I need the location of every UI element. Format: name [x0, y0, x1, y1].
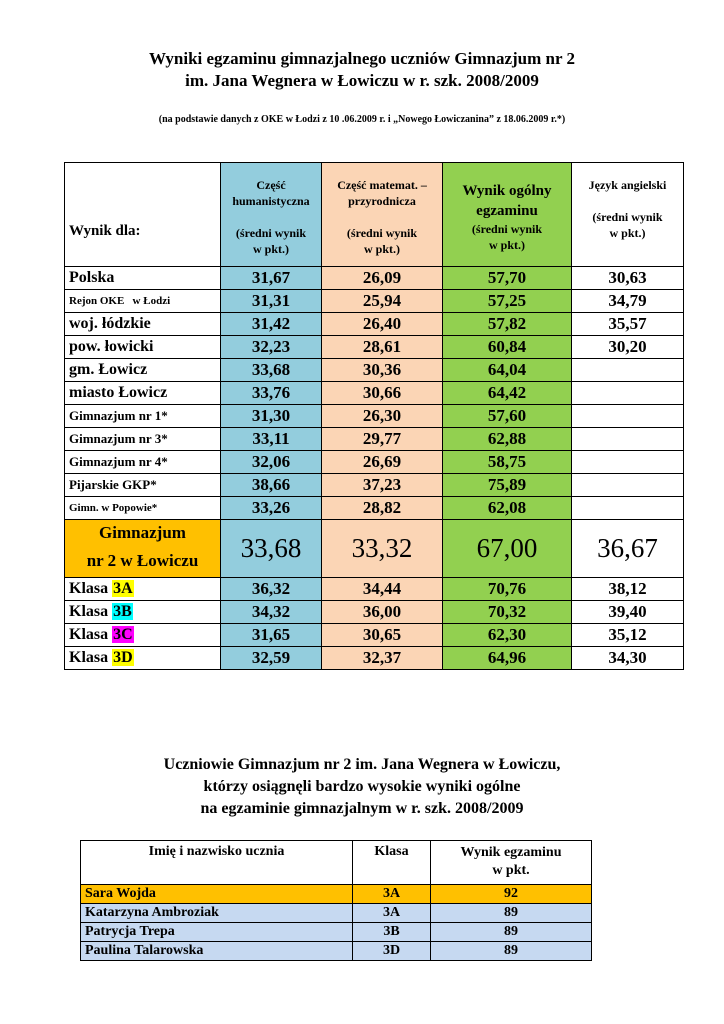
row-label: Rejon OKE w Łodzi — [65, 290, 221, 313]
humanities-value: 33,76 — [221, 382, 322, 405]
row-label: Gimnazjum nr 4* — [65, 451, 221, 474]
total-value: 64,96 — [443, 647, 572, 670]
header-humanities-note2: w pkt.) — [252, 242, 289, 256]
english-value — [572, 382, 684, 405]
math-value: 37,23 — [322, 474, 443, 497]
row-label: miasto Łowicz — [65, 382, 221, 405]
row-label: Pijarskie GKP* — [65, 474, 221, 497]
class-prefix: Klasa — [69, 580, 109, 597]
header-math-line2: przyrodnicza — [348, 194, 416, 208]
results-table — [64, 162, 684, 670]
table-row — [65, 474, 684, 497]
total-value: 64,42 — [443, 382, 572, 405]
humanities-value: 32,23 — [221, 336, 322, 359]
math-value: 30,66 — [322, 382, 443, 405]
row-label: Polska — [65, 267, 221, 290]
student-name: Patrycja Trepa — [81, 923, 353, 942]
row-label: Gimn. w Popowie* — [65, 497, 221, 520]
header-english-note1: (średni wynik — [592, 210, 663, 224]
header-english-line1: Język angielski — [588, 178, 667, 192]
total-value: 57,82 — [443, 313, 572, 336]
table-row — [65, 313, 684, 336]
total-value: 62,08 — [443, 497, 572, 520]
english-value — [572, 451, 684, 474]
title-line-2: im. Jana Wegnera w Łowiczu w r. szk. 2008/2009 — [185, 71, 539, 90]
student-class: 3A — [353, 885, 431, 904]
class-label — [65, 601, 221, 624]
math-value: 29,77 — [322, 428, 443, 451]
total-value: 70,76 — [443, 578, 572, 601]
school-math-value: 33,32 — [322, 520, 443, 578]
math-value: 36,00 — [322, 601, 443, 624]
header-math-note2: w pkt.) — [363, 242, 400, 256]
humanities-value: 36,32 — [221, 578, 322, 601]
student-score: 89 — [431, 904, 592, 923]
humanities-value: 31,30 — [221, 405, 322, 428]
header-total-line2: egzaminu — [476, 203, 538, 219]
table-row — [65, 382, 684, 405]
header-math-line1: Część matemat. – — [337, 178, 427, 192]
header-math-note1: (średni wynik — [346, 226, 418, 240]
total-value: 57,25 — [443, 290, 572, 313]
results-header-row — [65, 163, 684, 267]
english-value — [572, 428, 684, 451]
header-student-name: Imię i nazwisko ucznia — [81, 841, 353, 885]
english-value — [572, 497, 684, 520]
corner-label-cell — [65, 163, 221, 267]
header-total — [443, 163, 572, 267]
total-value: 58,75 — [443, 451, 572, 474]
math-value: 25,94 — [322, 290, 443, 313]
total-value: 70,32 — [443, 601, 572, 624]
header-math — [322, 163, 443, 267]
class-prefix: Klasa — [69, 603, 109, 620]
school-humanities-value: 33,68 — [221, 520, 322, 578]
math-value: 26,69 — [322, 451, 443, 474]
row-label: Gimnazjum nr 3* — [65, 428, 221, 451]
class-code-badge: 3D — [113, 649, 133, 666]
row-label: woj. łódzkie — [65, 313, 221, 336]
page-title — [0, 48, 724, 92]
student-name: Katarzyna Ambroziak — [81, 904, 353, 923]
total-value: 75,89 — [443, 474, 572, 497]
math-value: 28,61 — [322, 336, 443, 359]
class-row — [65, 624, 684, 647]
class-label — [65, 647, 221, 670]
student-score: 89 — [431, 942, 592, 961]
header-humanities-line2: humanistyczna — [232, 194, 310, 208]
humanities-value: 38,66 — [221, 474, 322, 497]
humanities-value: 33,68 — [221, 359, 322, 382]
english-value: 34,79 — [572, 290, 684, 313]
total-value: 57,60 — [443, 405, 572, 428]
row-label: Gimnazjum nr 1* — [65, 405, 221, 428]
header-student-class: Klasa — [353, 841, 431, 885]
math-value: 26,30 — [322, 405, 443, 428]
data-source-note: (na podstawie danych z OKE w Łodzi z 10 .06.2009 r. i „Nowego Łowiczanina” z 18.06.2009 r.*) — [158, 114, 566, 125]
class-label — [65, 578, 221, 601]
humanities-value: 33,26 — [221, 497, 322, 520]
header-score-line2: w pkt. — [492, 863, 530, 878]
table-row — [65, 267, 684, 290]
english-value: 35,12 — [572, 624, 684, 647]
student-name: Sara Wojda — [81, 885, 353, 904]
school-label-line1: Gimnazjum — [99, 522, 186, 542]
corner-label: Wynik dla: — [69, 223, 141, 239]
table-row — [65, 405, 684, 428]
math-value: 32,37 — [322, 647, 443, 670]
humanities-value: 31,67 — [221, 267, 322, 290]
students-title-line1: Uczniowie Gimnazjum nr 2 im. Jana Wegnera w Łowiczu, — [163, 756, 561, 773]
table-row — [65, 451, 684, 474]
class-row — [65, 578, 684, 601]
student-row — [81, 942, 592, 961]
student-row — [81, 904, 592, 923]
english-value: 38,12 — [572, 578, 684, 601]
header-student-score — [431, 841, 592, 885]
header-english — [572, 163, 684, 267]
student-score: 89 — [431, 923, 592, 942]
students-title-line3: na egzaminie gimnazjalnym w r. szk. 2008/2009 — [200, 800, 524, 817]
total-value: 62,30 — [443, 624, 572, 647]
student-class: 3D — [353, 942, 431, 961]
humanities-value: 34,32 — [221, 601, 322, 624]
header-humanities — [221, 163, 322, 267]
class-code-badge: 3C — [113, 626, 133, 643]
student-score: 92 — [431, 885, 592, 904]
humanities-value: 32,06 — [221, 451, 322, 474]
students-section-title — [0, 754, 724, 820]
english-value: 30,20 — [572, 336, 684, 359]
english-value: 30,63 — [572, 267, 684, 290]
humanities-value: 31,31 — [221, 290, 322, 313]
table-row — [65, 336, 684, 359]
humanities-value: 31,42 — [221, 313, 322, 336]
school-label — [65, 520, 221, 578]
students-header-row — [81, 841, 592, 885]
class-row — [65, 601, 684, 624]
class-code-badge: 3B — [113, 603, 132, 620]
row-label: pow. łowicki — [65, 336, 221, 359]
class-prefix: Klasa — [69, 626, 109, 643]
english-value: 35,57 — [572, 313, 684, 336]
humanities-value: 32,59 — [221, 647, 322, 670]
header-humanities-line1: Część — [256, 178, 286, 192]
student-row — [81, 885, 592, 904]
school-row — [65, 520, 684, 578]
header-total-note2: w pkt.) — [488, 238, 525, 252]
student-row — [81, 923, 592, 942]
table-row — [65, 428, 684, 451]
header-total-note1: (średni wynik — [471, 222, 543, 236]
school-total-value: 67,00 — [443, 520, 572, 578]
student-class: 3B — [353, 923, 431, 942]
humanities-value: 33,11 — [221, 428, 322, 451]
total-value: 62,88 — [443, 428, 572, 451]
english-value: 39,40 — [572, 601, 684, 624]
table-row — [65, 290, 684, 313]
table-row — [65, 497, 684, 520]
english-value: 34,30 — [572, 647, 684, 670]
total-value: 60,84 — [443, 336, 572, 359]
english-value — [572, 474, 684, 497]
students-table — [80, 840, 592, 961]
class-row — [65, 647, 684, 670]
student-name: Paulina Talarowska — [81, 942, 353, 961]
students-title-line2: którzy osiągnęli bardzo wysokie wyniki ogólne — [203, 778, 521, 795]
header-total-line1: Wynik ogólny — [462, 183, 552, 199]
humanities-value: 31,65 — [221, 624, 322, 647]
math-value: 30,65 — [322, 624, 443, 647]
english-value — [572, 405, 684, 428]
title-line-1: Wyniki egzaminu gimnazjalnego uczniów Gimnazjum nr 2 — [149, 49, 575, 68]
student-class: 3A — [353, 904, 431, 923]
english-value — [572, 359, 684, 382]
math-value: 30,36 — [322, 359, 443, 382]
header-humanities-note1: (średni wynik — [235, 226, 307, 240]
class-code-badge: 3A — [113, 580, 133, 597]
school-english-value: 36,67 — [572, 520, 684, 578]
math-value: 28,82 — [322, 497, 443, 520]
total-value: 57,70 — [443, 267, 572, 290]
class-prefix: Klasa — [69, 649, 109, 666]
math-value: 26,40 — [322, 313, 443, 336]
math-value: 26,09 — [322, 267, 443, 290]
class-label — [65, 624, 221, 647]
total-value: 64,04 — [443, 359, 572, 382]
row-label: gm. Łowicz — [65, 359, 221, 382]
table-row — [65, 359, 684, 382]
math-value: 34,44 — [322, 578, 443, 601]
school-label-line2: nr 2 w Łowiczu — [86, 550, 199, 570]
header-score-line1: Wynik egzaminu — [460, 845, 562, 860]
header-english-note2: w pkt.) — [609, 226, 646, 240]
